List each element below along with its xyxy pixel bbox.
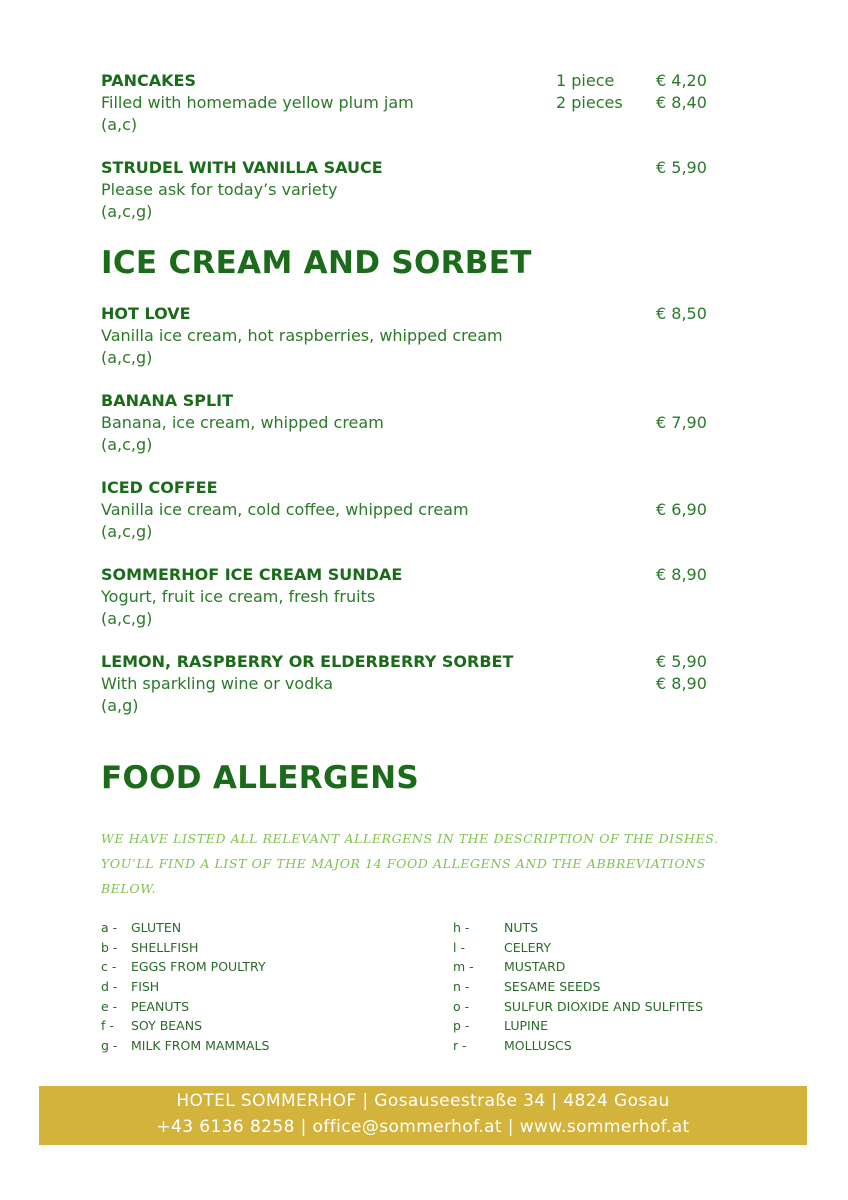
item-price: € 5,90 <box>656 158 707 177</box>
allergen-name: SULFUR DIOXIDE AND SULFITES <box>504 998 704 1014</box>
item-allergens: (a,c,g) <box>101 348 153 367</box>
item-price: € 8,90 <box>656 565 707 584</box>
allergen-row <box>453 1016 703 1036</box>
item-name: PANCAKES <box>101 71 197 90</box>
footer-address: HOTEL SOMMERHOF | Gosauseestraße 34 | 4824 Gosau <box>176 1091 670 1111</box>
allergen-code: a - <box>101 920 118 935</box>
allergen-note: WE HAVE LISTED ALL RELEVANT ALLERGENS IN THE DESCRIPTION OF THE DISHES. YOU’LL FIND A LIST OF THE MAJOR 14 FOOD ALLEGENS AND THE ABBREVIATIONS BELOW. <box>101 831 719 896</box>
allergen-code: b - <box>101 939 118 955</box>
allergen-name: FISH <box>131 979 160 995</box>
item-description: Vanilla ice cream, hot raspberries, whipped cream <box>101 326 503 345</box>
allergen-row <box>101 1036 269 1056</box>
allergen-code: c - <box>101 959 117 975</box>
allergen-row <box>101 1016 269 1036</box>
allergen-code: r - <box>453 1038 467 1054</box>
allergen-name: MILK FROM MAMMALS <box>131 1038 270 1054</box>
allergen-name: PEANUTS <box>131 998 190 1014</box>
item-description: Filled with homemade yellow plum jam <box>101 93 414 112</box>
menu-item-strudel <box>101 157 721 223</box>
allergen-name: CELERY <box>504 939 552 955</box>
allergen-row <box>453 977 703 997</box>
item-description: Banana, ice cream, whipped cream <box>101 413 384 432</box>
allergen-name: GLUTEN <box>131 920 182 935</box>
menu-item-banana-split <box>101 390 721 456</box>
allergen-code: h - <box>453 920 470 935</box>
allergen-row <box>101 938 269 958</box>
item-allergens: (a,c,g) <box>101 609 153 628</box>
allergen-row <box>453 918 703 938</box>
allergen-row <box>101 957 269 977</box>
allergen-name: NUTS <box>504 920 539 935</box>
allergen-code: o - <box>453 998 470 1014</box>
item-price: € 8,40 <box>656 93 707 112</box>
item-allergens: (a,c,g) <box>101 522 153 541</box>
menu-item-iced-coffee <box>101 477 721 543</box>
item-description: Yogurt, fruit ice cream, fresh fruits <box>101 587 376 606</box>
menu-item-hot-love <box>101 303 721 369</box>
allergen-name: EGGS FROM POULTRY <box>131 959 266 975</box>
allergen-name: SOY BEANS <box>131 1018 203 1034</box>
allergen-list-right <box>453 918 703 1056</box>
allergen-name: MOLLUSCS <box>504 1038 572 1054</box>
item-description: With sparkling wine or vodka <box>101 674 334 693</box>
item-name: STRUDEL WITH VANILLA SAUCE <box>101 158 383 177</box>
allergen-code: m - <box>453 959 474 975</box>
item-quantity: 1 piece <box>556 71 615 90</box>
allergen-row <box>453 1036 703 1056</box>
allergen-row <box>101 918 269 938</box>
item-name: SOMMERHOF ICE CREAM SUNDAE <box>101 565 403 584</box>
allergen-name: SHELLFISH <box>131 939 199 955</box>
menu-item-pancakes <box>101 70 721 136</box>
allergen-row <box>101 977 269 997</box>
item-name: HOT LOVE <box>101 304 191 323</box>
item-price: € 4,20 <box>656 71 707 90</box>
item-price: € 8,90 <box>656 674 707 693</box>
allergen-row <box>101 997 269 1017</box>
item-description: Vanilla ice cream, cold coffee, whipped cream <box>101 500 469 519</box>
allergen-row <box>453 938 703 958</box>
item-name: ICED COFFEE <box>101 478 218 497</box>
allergen-row <box>453 997 703 1017</box>
item-name: LEMON, RASPBERRY OR ELDERBERRY SORBET <box>101 652 514 671</box>
item-price: € 8,50 <box>656 304 707 323</box>
item-name: BANANA SPLIT <box>101 391 234 410</box>
menu-item-sorbet <box>101 651 721 717</box>
allergen-name: SESAME SEEDS <box>504 979 601 995</box>
section-title-allergens: FOOD ALLERGENS <box>101 760 420 796</box>
footer-banner <box>39 1086 807 1145</box>
allergen-code: p - <box>453 1018 470 1034</box>
allergen-row <box>453 957 703 977</box>
allergen-code: e - <box>101 998 118 1014</box>
item-price: € 5,90 <box>656 652 707 671</box>
allergen-code: f - <box>101 1018 114 1034</box>
section-title-ice-cream: ICE CREAM AND SORBET <box>101 245 532 281</box>
item-allergens: (a,c,g) <box>101 435 153 454</box>
item-quantity: 2 pieces <box>556 93 623 112</box>
allergen-code: n - <box>453 979 470 995</box>
item-price: € 6,90 <box>656 500 707 519</box>
allergen-name: LUPINE <box>504 1018 548 1034</box>
item-allergens: (a,c) <box>101 115 138 134</box>
allergen-name: MUSTARD <box>504 959 566 975</box>
menu-item-sundae <box>101 564 721 630</box>
allergen-code: d - <box>101 979 118 995</box>
allergen-code: l - <box>453 939 465 955</box>
allergen-list-left <box>101 918 269 1056</box>
item-description: Please ask for today’s variety <box>101 180 338 199</box>
footer-contact: +43 6136 8258 | office@sommerhof.at | www.sommerhof.at <box>156 1117 690 1137</box>
item-price: € 7,90 <box>656 413 707 432</box>
allergen-code: g - <box>101 1038 118 1054</box>
item-allergens: (a,g) <box>101 696 139 715</box>
item-allergens: (a,c,g) <box>101 202 153 221</box>
